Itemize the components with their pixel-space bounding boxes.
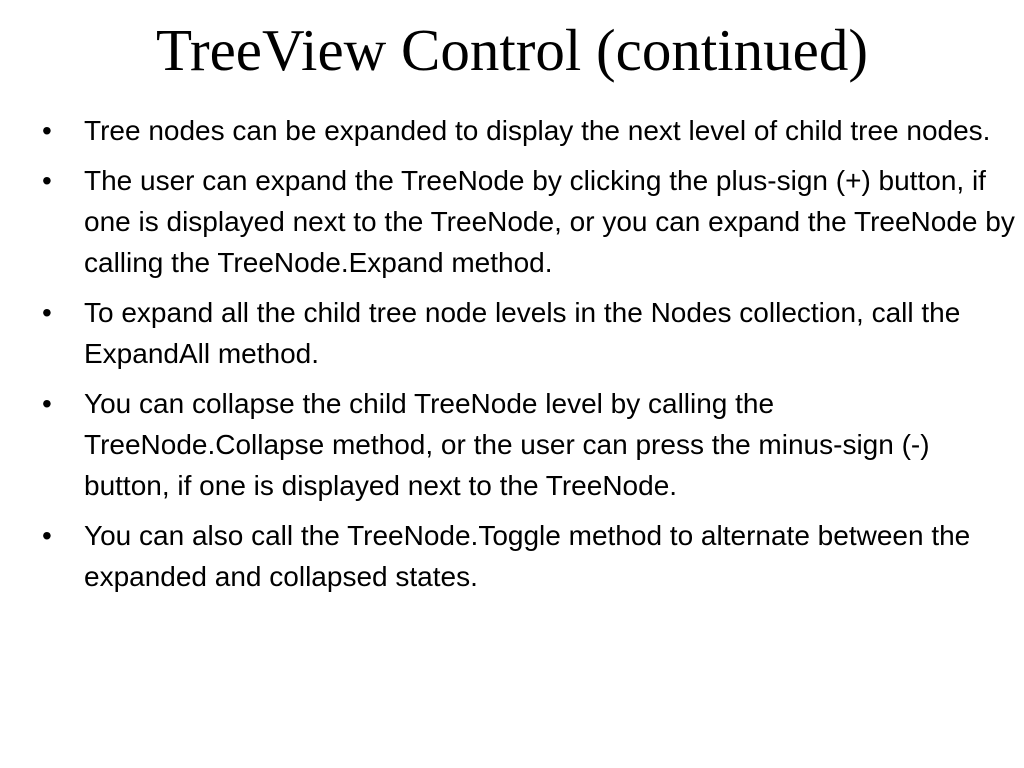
bullet-dot-icon: • xyxy=(42,520,52,551)
bullet-item xyxy=(0,515,1024,597)
bullet-item xyxy=(0,383,1024,506)
bullet-dot-icon: • xyxy=(42,165,52,196)
bullet-text: You can collapse the child TreeNode level by calling the TreeNode.Collapse method, or the user can press the minus-sign (-) button, if one is displayed next to the TreeNode. xyxy=(84,388,930,501)
bullet-item xyxy=(0,160,1024,283)
bullet-dot-icon: • xyxy=(42,297,52,328)
slide-title: TreeView Control (continued) xyxy=(156,17,868,83)
bullet-text: You can also call the TreeNode.Toggle method to alternate between the expanded and collapsed states. xyxy=(84,520,971,592)
bullet-list xyxy=(0,110,1024,606)
bullet-item xyxy=(0,292,1024,374)
bullet-dot-icon: • xyxy=(42,388,52,419)
bullet-item xyxy=(0,110,1024,151)
bullet-text: The user can expand the TreeNode by clicking the plus-sign (+) button, if one is displayed next to the TreeNode, or you can expand the TreeNode by calling the TreeNode.Expand method. xyxy=(84,165,1015,278)
bullet-text: Tree nodes can be expanded to display the next level of child tree nodes. xyxy=(84,115,991,146)
bullet-dot-icon: • xyxy=(42,115,52,146)
bullet-text: To expand all the child tree node levels in the Nodes collection, call the ExpandAll method. xyxy=(84,297,961,369)
